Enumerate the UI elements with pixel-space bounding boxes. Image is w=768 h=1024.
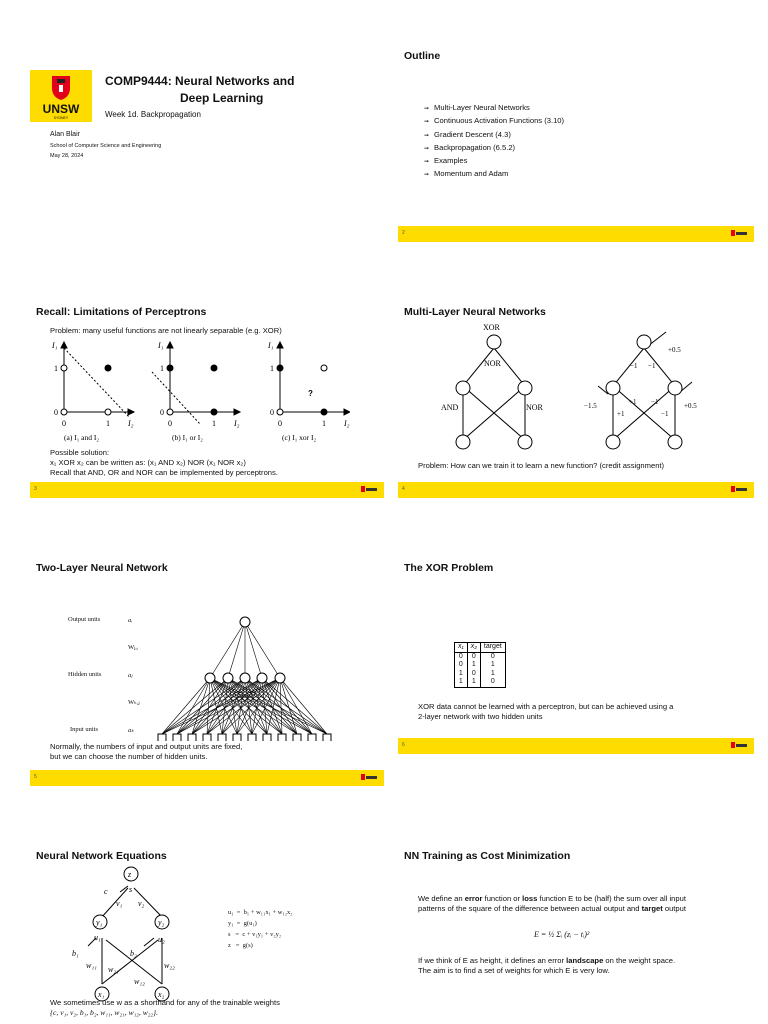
weight-label: −1.5 (584, 402, 597, 410)
page-number: 2 (402, 230, 405, 236)
lecture-date: May 28, 2024 (50, 153, 84, 159)
table-cell: 0 (455, 661, 468, 670)
symbol-ai: aᵢ (128, 617, 133, 624)
weight-label: +1 (617, 410, 625, 418)
label-nor-top: NOR (484, 359, 501, 368)
page-number: 6 (402, 742, 405, 748)
note-line1: Normally, the numbers of input and output units are fixed, (50, 742, 243, 751)
course-title-line2: Deep Learning (180, 91, 264, 105)
author-name: Alan Blair (50, 131, 80, 138)
definition-line1: We define an error function or loss function E to be (half) the sum over all input (418, 894, 686, 903)
label-b2: b₂ (130, 949, 137, 958)
caption-and: (a) I₁ and I₂ (64, 433, 100, 442)
slide-title (0, 0, 384, 256)
equation-y1: y₁ = g(u₁) (228, 920, 257, 927)
node-z: z (128, 870, 132, 879)
svg-text:I₁: I₁ (52, 341, 58, 350)
outline-item: ➞ Examples (424, 155, 564, 168)
slide-title: Neural Network Equations (36, 850, 167, 862)
weight-label: +0.5 (684, 402, 697, 410)
table-row (455, 661, 506, 670)
node-y1: y₁ (96, 918, 103, 927)
equation-u1: u₁ = b₁ + w₁₁x₁ + w₁₂x₂ (228, 909, 293, 916)
page-number: 4 (402, 486, 405, 492)
table-row (455, 670, 506, 679)
svg-text:I₂: I₂ (344, 419, 350, 428)
input-unit (233, 734, 241, 741)
slide-footer (398, 738, 754, 754)
table-cell: 1 (467, 661, 480, 670)
symbol-wkj: Wₖ,ⱼ (128, 699, 140, 706)
input-unit (158, 734, 166, 741)
author-school: School of Computer Science and Engineering (50, 143, 162, 149)
label-b1: b₁ (72, 949, 79, 958)
course-title-line1: COMP9444: Neural Networks and (105, 74, 295, 88)
solution-line: x₁ XOR x₂ can be written as: (x₁ AND x₂) NOR (x₁ NOR x₂) (50, 458, 246, 467)
label-u1: u₁ (94, 933, 101, 942)
outline-list (424, 102, 564, 182)
solution-heading: Possible solution: (50, 448, 110, 457)
node-x2: x₂ (158, 990, 165, 999)
input-unit (323, 734, 331, 741)
svg-text:0: 0 (62, 419, 66, 428)
outline-item: ➞ Multi-Layer Neural Networks (424, 102, 564, 115)
hidden-unit (275, 673, 285, 683)
outline-item: ➞ Momentum and Adam (424, 168, 564, 181)
svg-text:0: 0 (270, 408, 274, 417)
note-line1: We sometimes use w as a shorthand for any of the trainable weights (50, 998, 280, 1007)
note-line1: XOR data cannot be learned with a perceptron, but can be achieved using a (418, 702, 674, 711)
label-w21: w₂₁ (108, 965, 119, 974)
slide-limitations (0, 256, 384, 512)
svg-text:1: 1 (322, 419, 326, 428)
slide-footer (398, 482, 754, 498)
problem-text: Problem: How can we train it to learn a new function? (credit assignment) (418, 461, 665, 470)
svg-text:1: 1 (106, 419, 110, 428)
label-w22: w₂₂ (164, 961, 175, 970)
table-cell: 0 (480, 678, 505, 687)
unsw-logo-subtext: SYDNEY (53, 116, 69, 120)
two-layer-network (150, 616, 340, 741)
table-cell: 1 (467, 678, 480, 687)
output-unit (240, 617, 250, 627)
label-input-units: Input units (70, 726, 98, 733)
label-hidden-units: Hidden units (68, 671, 102, 678)
caption-xor: (c) I₁ xor I₂ (282, 433, 317, 442)
problem-text: Problem: many useful functions are not linearly separable (e.g. XOR) (50, 326, 282, 335)
svg-text:0: 0 (54, 408, 58, 417)
footer-logo-icon (730, 229, 748, 238)
label-v1: v₁ (116, 899, 123, 908)
slide-title: NN Training as Cost Minimization (404, 850, 571, 862)
weight-label: −1 (651, 398, 659, 406)
slide-title: Recall: Limitations of Perceptrons (36, 306, 207, 318)
network-equation-diagram (66, 864, 196, 1004)
table-row (455, 678, 506, 687)
page-number: 5 (34, 774, 37, 780)
table-header: x₁ (455, 643, 468, 653)
table-cell: 0 (455, 652, 468, 661)
input-unit (263, 734, 271, 741)
svg-text:1: 1 (270, 364, 274, 373)
svg-text:I₂: I₂ (234, 419, 240, 428)
input-unit (308, 734, 316, 741)
landscape-line2: The aim is to find a set of weights for which E is very low. (418, 966, 610, 975)
slide-title: Two-Layer Neural Network (36, 562, 168, 574)
svg-text:0: 0 (278, 419, 282, 428)
label-v2: v₂ (138, 899, 145, 908)
input-unit (293, 734, 301, 741)
unsw-logo (30, 70, 92, 122)
weight-label: −1 (661, 410, 669, 418)
svg-text:I₁: I₁ (158, 341, 164, 350)
equation-z: z = g(s) (228, 942, 253, 949)
symbol-aj: aⱼ (128, 672, 133, 679)
input-unit (278, 734, 286, 741)
table-cell: 1 (480, 670, 505, 679)
multilayer-diagrams (434, 320, 734, 462)
label-xor: XOR (483, 323, 500, 332)
slide-cost (384, 768, 768, 1024)
table-row (455, 652, 506, 661)
input-unit (188, 734, 196, 741)
label-output-units: Output units (68, 616, 101, 623)
svg-text:I₂: I₂ (128, 419, 134, 428)
caption-or: (b) I₁ or I₂ (172, 433, 203, 442)
recall-line: Recall that AND, OR and NOR can be implemented by perceptrons. (50, 468, 278, 477)
table-header: x₂ (467, 643, 480, 653)
landscape-line1: If we think of E as height, it defines an error landscape on the weight space. (418, 956, 676, 965)
hidden-unit (205, 673, 215, 683)
weight-label: +1 (629, 398, 637, 406)
table-cell: 1 (455, 678, 468, 687)
error-formula: E = ½ Σᵢ (zᵢ − tᵢ)² (534, 930, 590, 939)
hidden-unit (240, 673, 250, 683)
input-unit (218, 734, 226, 741)
slide-footer (398, 226, 754, 242)
svg-text:1: 1 (54, 364, 58, 373)
slide-title: Multi-Layer Neural Networks (404, 306, 546, 318)
label-and: AND (441, 403, 459, 412)
input-unit (173, 734, 181, 741)
plot-xor (277, 342, 350, 415)
slide-footer (30, 482, 384, 498)
slide-equations (0, 768, 384, 1024)
slide-title: The XOR Problem (404, 562, 494, 574)
lecture-subtitle: Week 1d. Backpropagation (105, 110, 201, 119)
slide-two-layer (0, 512, 384, 768)
node-x1: x₁ (98, 990, 105, 999)
footer-logo-icon (730, 741, 748, 750)
label-w12: w₁₂ (134, 977, 145, 986)
svg-text:1: 1 (212, 419, 216, 428)
footer-logo-icon (730, 485, 748, 494)
hidden-unit (257, 673, 267, 683)
slide-outline (384, 0, 768, 256)
svg-text:0: 0 (160, 408, 164, 417)
input-unit (248, 734, 256, 741)
weight-label: −1 (630, 362, 638, 370)
xor-question-mark: ? (308, 389, 313, 398)
label-u2: u₂ (158, 935, 165, 944)
equation-s: s = c + v₁y₁ + v₂y₂ (228, 931, 282, 938)
plot-and (61, 342, 134, 418)
outline-item: ➞ Continuous Activation Functions (3.10) (424, 115, 564, 128)
symbol-wji: Wⱼ,ᵢ (128, 644, 138, 651)
svg-text:I₁: I₁ (268, 341, 274, 350)
note-line2: 2-layer network with two hidden units (418, 712, 543, 721)
node-s: s (129, 885, 133, 894)
svg-text:1: 1 (160, 364, 164, 373)
outline-item: ➞ Backpropagation (6.5.2) (424, 142, 564, 155)
slide-xor (384, 512, 768, 768)
table-cell: 1 (480, 661, 505, 670)
outline-item: ➞ Gradient Descent (4.3) (424, 129, 564, 142)
note-line2: but we can choose the number of hidden units. (50, 752, 208, 761)
input-unit (203, 734, 211, 741)
plot-or (152, 342, 240, 424)
hidden-unit (223, 673, 233, 683)
node-y2: y₂ (158, 918, 165, 927)
table-cell: 0 (467, 670, 480, 679)
slide-multilayer (384, 256, 768, 512)
label-w11: w₁₁ (86, 961, 97, 970)
symbol-ak: aₖ (128, 727, 135, 734)
table-cell: 0 (467, 652, 480, 661)
node-c: c (104, 887, 108, 896)
label-nor: NOR (526, 403, 543, 412)
svg-text:0: 0 (168, 419, 172, 428)
perceptron-plots (40, 338, 350, 446)
weight-label: +0.5 (668, 346, 681, 354)
footer-logo-icon (360, 485, 378, 494)
table-cell: 0 (480, 652, 505, 661)
weight-label: −1 (648, 362, 656, 370)
table-cell: 1 (455, 670, 468, 679)
xor-table (454, 642, 506, 688)
slide-title: Outline (404, 50, 441, 62)
unsw-logo-text: UNSW (42, 102, 80, 116)
note-line2: {c, v₁, v₂, b₁, b₂, w₁₁, w₂₁, w₁₂, w₂₂}. (50, 1008, 158, 1017)
definition-line2: patterns of the square of the difference between actual output and target output (418, 904, 686, 913)
page-number: 3 (34, 486, 37, 492)
table-header: target (480, 643, 505, 653)
